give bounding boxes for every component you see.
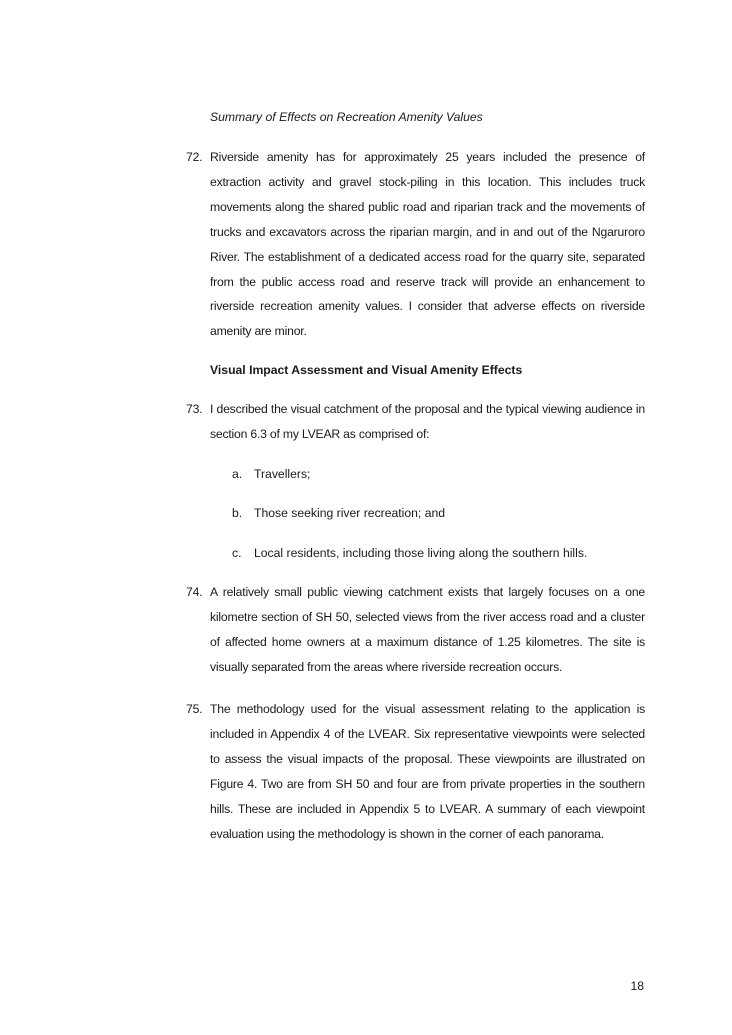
paragraph-text: A relatively small public viewing catchment exists that largely focuses on a one kilometre section of SH 50, selected views from the river access road and a cluster of affected home owners at a maximum distance of 1.25 kilometres. The site is visually separated from the areas where riverside recreation occurs. — [210, 585, 645, 674]
paragraph-75 — [186, 697, 645, 846]
list-item-b — [232, 505, 445, 521]
paragraph-text: I described the visual catchment of the proposal and the typical viewing audience in section 6.3 of my LVEAR as comprised of: — [210, 402, 645, 441]
paragraph-number: 74. — [186, 585, 203, 599]
paragraph-number: 75. — [186, 702, 203, 716]
list-text: Travellers; — [254, 467, 311, 481]
paragraph-72 — [186, 145, 645, 344]
list-letter: c. — [232, 546, 242, 560]
paragraph-text: Riverside amenity has for approximately 25 years included the presence of extraction activity and gravel stock-piling in this location. This includes truck movements along the shared public road and riparian track and the movements of trucks and excavators across the riparian margin, and in and out of the Ngaruroro River. The establishment of a dedicated access road for the quarry site, separated from the public access road and reserve track will provide an enhancement to riverside recreation amenity values. I consider that adverse effects on riverside amenity are minor. — [210, 150, 645, 339]
section-heading-recreation: Summary of Effects on Recreation Amenity Values — [210, 110, 483, 124]
paragraph-73 — [186, 397, 645, 447]
list-letter: b. — [232, 506, 243, 520]
list-item-c — [232, 545, 587, 561]
paragraph-text: The methodology used for the visual assessment relating to the application is included in Appendix 4 of the LVEAR. Six representative viewpoints were selected to assess the visual impacts of the proposal. These viewpoints are illustrated on Figure 4. Two are from SH 50 and four are from private properties in the southern hills. These are included in Appendix 5 to LVEAR. A summary of each viewpoint evaluation using the methodology is shown in the corner of each panorama. — [210, 702, 645, 841]
paragraph-74 — [186, 580, 645, 680]
paragraph-number: 72. — [186, 150, 203, 164]
page-number: 18 — [630, 979, 644, 993]
section-heading-visual-impact: Visual Impact Assessment and Visual Amenity Effects — [210, 363, 523, 377]
list-item-a — [232, 466, 310, 482]
list-letter: a. — [232, 467, 243, 481]
paragraph-number: 73. — [186, 402, 203, 416]
list-text: Local residents, including those living along the southern hills. — [254, 546, 588, 560]
list-text: Those seeking river recreation; and — [254, 506, 446, 520]
